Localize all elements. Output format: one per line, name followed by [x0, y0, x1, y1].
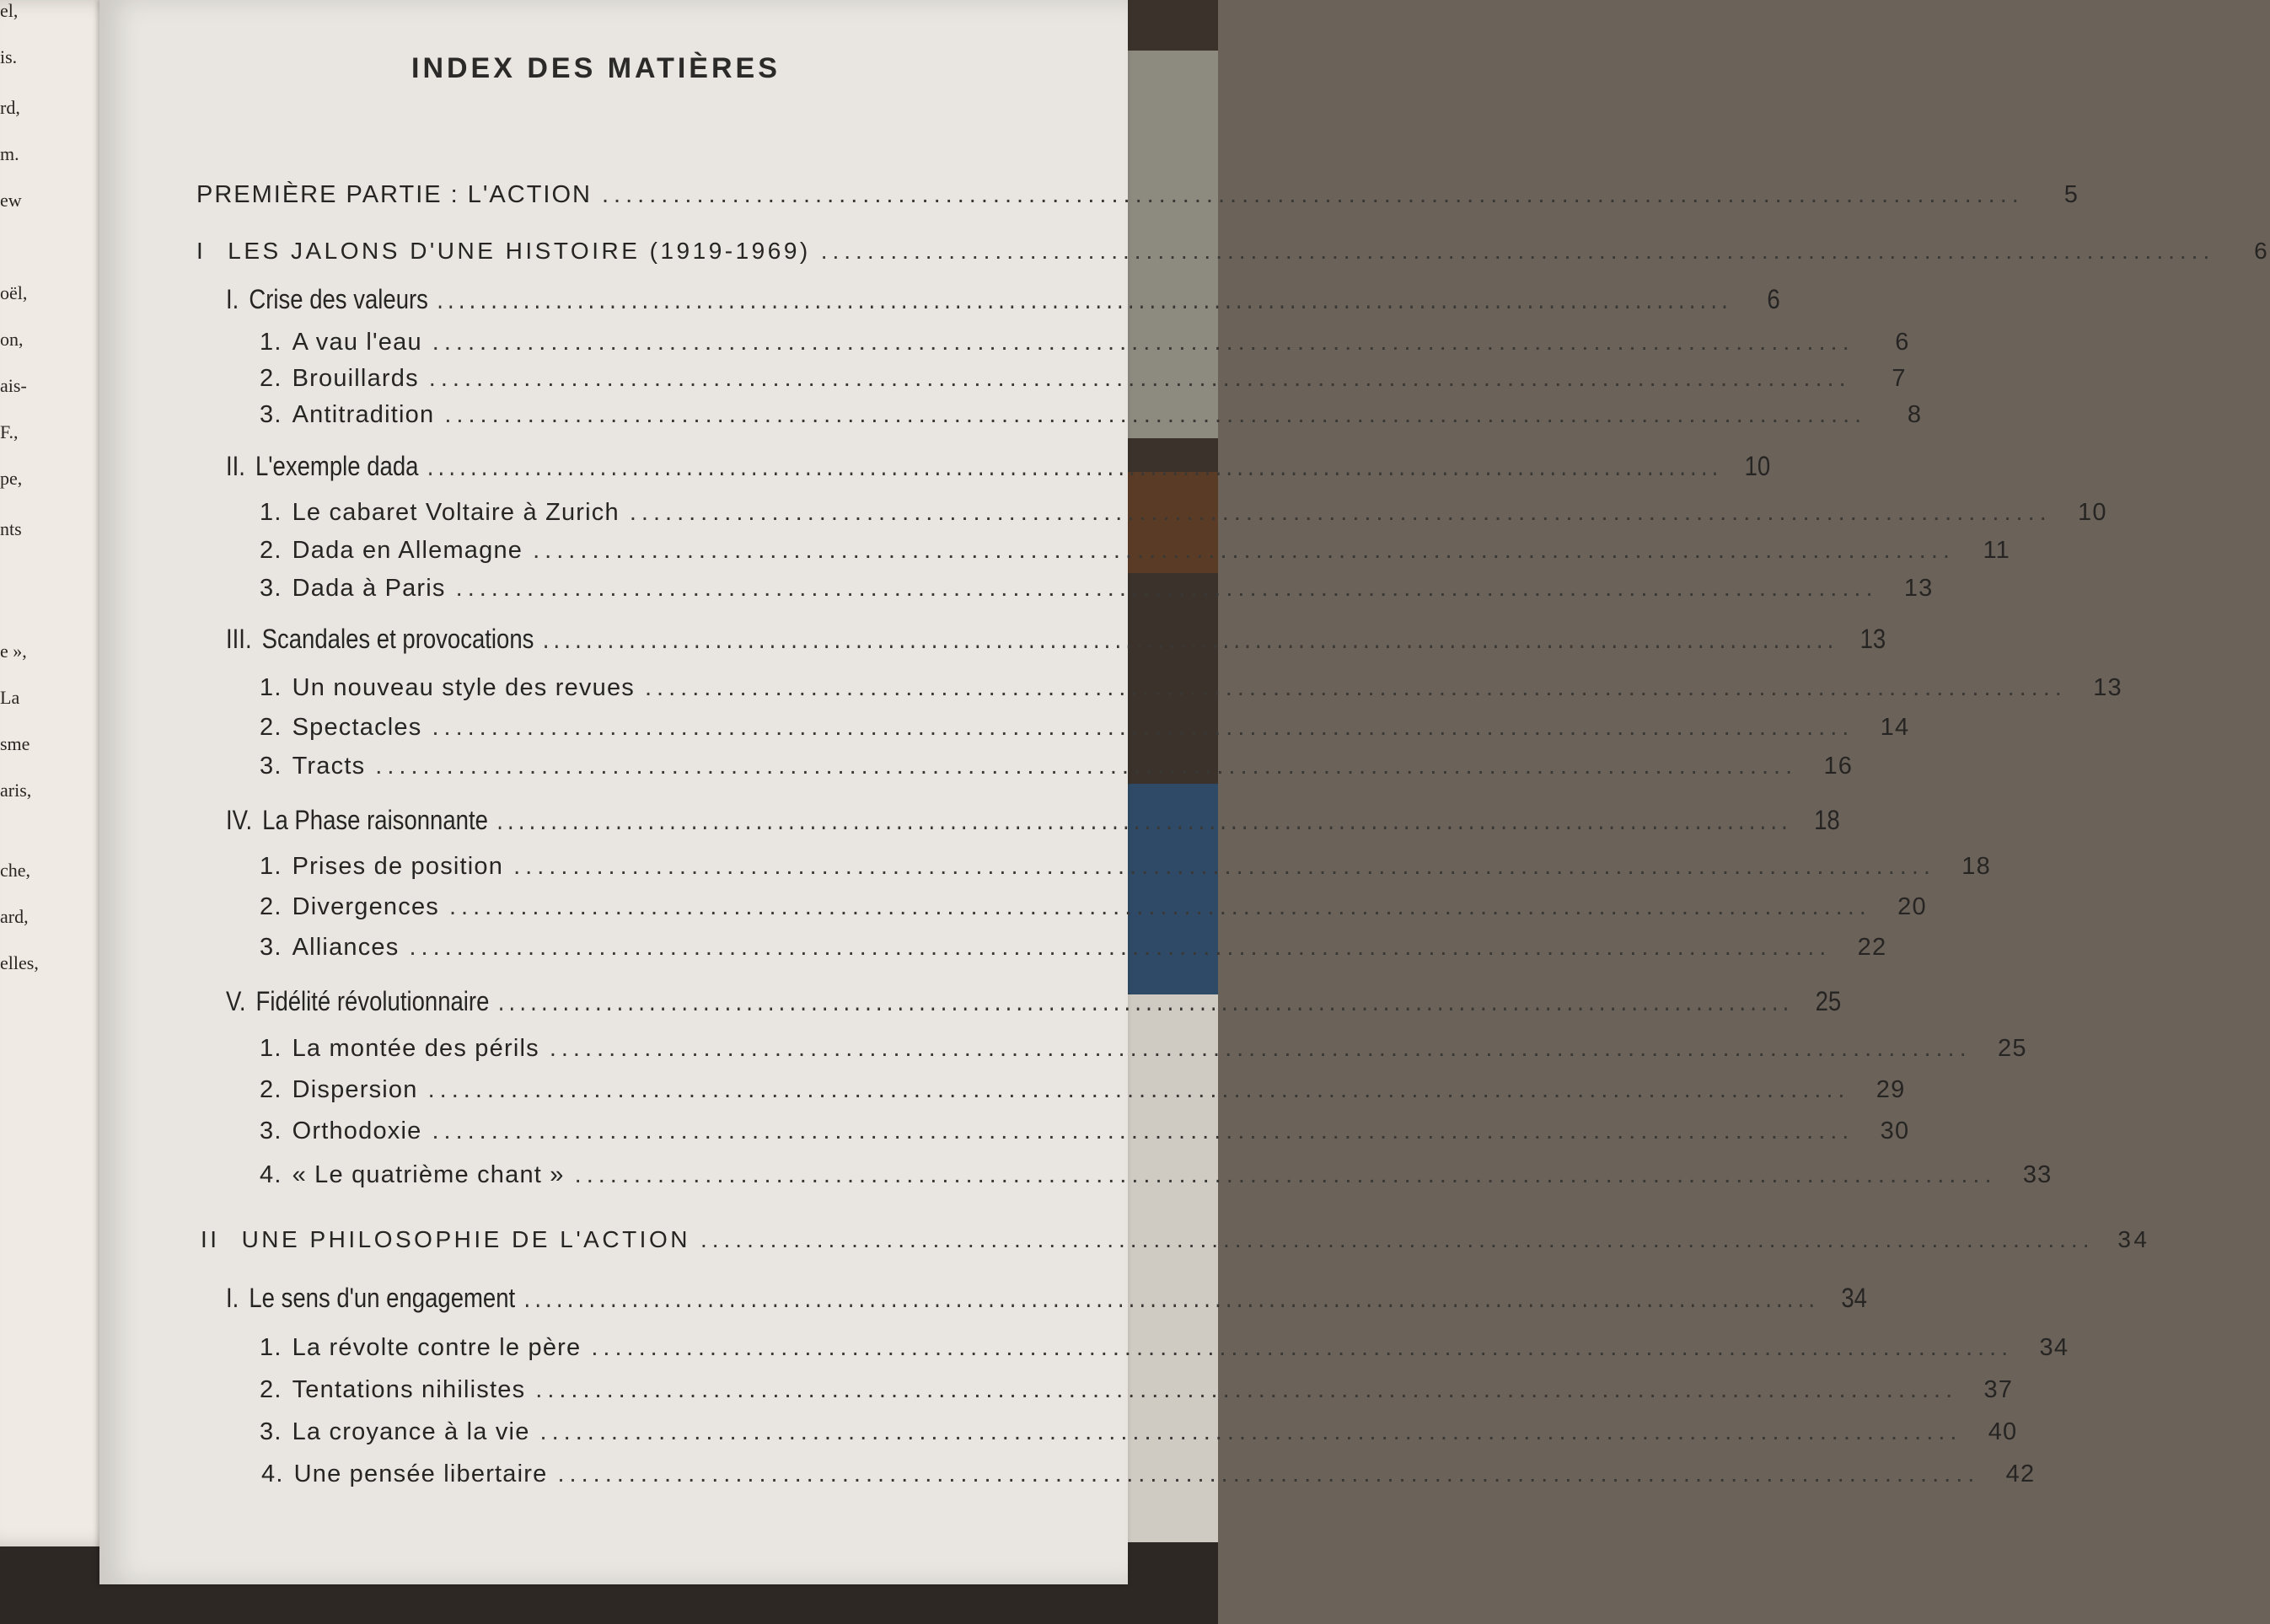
toc-entry-title: A vau l'eau	[292, 329, 422, 356]
toc-entry-title: « Le quatrième chant »	[292, 1161, 565, 1188]
toc-entry-number: I	[196, 238, 207, 264]
toc-entry-title: Dada en Allemagne	[292, 537, 523, 564]
toc-entry-number: II	[201, 1226, 220, 1252]
toc-page-number: 10	[1744, 451, 1771, 481]
left-page-text-fragment: La	[0, 687, 20, 708]
toc-page-number: 42	[2005, 1461, 2036, 1487]
toc-entry-title: Tentations nihilistes	[292, 1376, 526, 1403]
toc-page-number: 34	[2039, 1334, 2069, 1361]
left-page-text-fragment: aris,	[0, 780, 32, 801]
toc-entry-number: 1.	[260, 1334, 282, 1361]
toc-entry	[260, 537, 2010, 565]
toc-entry	[260, 329, 1910, 356]
toc-page-number: 14	[1880, 714, 1910, 741]
left-page-text-fragment: elles,	[0, 952, 39, 973]
toc-leader-dots: ........................................................................................................................	[428, 365, 1851, 392]
toc-entry-title: Crise des valeurs	[249, 284, 428, 314]
toc-entry-title: Antitradition	[292, 401, 435, 428]
toc-entry-title: Une pensée libertaire	[293, 1461, 548, 1487]
toc-entry-number: 3.	[260, 401, 282, 428]
toc-entry-number: 2.	[260, 537, 282, 564]
toc-entry	[260, 1376, 2014, 1404]
toc-page-number: 13	[1903, 575, 1934, 602]
toc-entry	[260, 1076, 1906, 1104]
toc-leader-dots: ........................................................................................................................	[437, 284, 1732, 314]
left-page-text-fragment: ew	[0, 190, 22, 211]
toc-page-number: 6	[1895, 329, 1910, 356]
toc-page-number: 13	[2093, 674, 2122, 701]
toc-entry-number: 3.	[260, 575, 282, 602]
left-page-text-fragment: pe,	[0, 468, 23, 489]
toc-page-number: 18	[1814, 805, 1840, 835]
toc-leader-dots: ........................................................................................................................	[513, 853, 1935, 880]
toc-page-number: 11	[1983, 537, 2010, 564]
toc-page-number: 29	[1876, 1076, 1906, 1103]
toc-entry-number: 3.	[260, 1118, 282, 1144]
index-page	[99, 0, 2270, 1584]
toc-entry-title: Le sens d'un engagement	[249, 1283, 516, 1313]
toc-leader-dots: ........................................................................................................................	[629, 499, 2052, 526]
toc-entry-title: Brouillards	[292, 365, 419, 392]
toc-entry	[260, 1161, 2053, 1189]
toc-leader-dots: ........................................................................................................................	[533, 537, 1955, 564]
toc-entry-number: I.	[226, 1283, 239, 1313]
toc-entry	[226, 451, 1771, 482]
toc-page-number: 37	[1983, 1376, 2014, 1403]
toc-entry-number: 3.	[260, 1418, 282, 1445]
toc-leader-dots: ........................................................................................................................	[427, 1076, 1850, 1103]
toc-entry-number: 2.	[260, 1076, 282, 1103]
left-page-text-fragment: e »,	[0, 640, 27, 662]
toc-entry-title: Le cabaret Voltaire à Zurich	[292, 499, 620, 526]
toc-entry-number: 2.	[260, 893, 282, 920]
toc-entry	[260, 575, 1934, 603]
toc-page-number: 34	[2117, 1226, 2150, 1252]
left-page-text-fragment: nts	[0, 518, 22, 539]
toc-leader-dots: ........................................................................................................................	[448, 893, 1871, 920]
toc-page-number: 18	[1961, 853, 1991, 880]
toc-entry-number: I.	[226, 284, 239, 314]
toc-entry	[260, 1334, 2069, 1362]
toc-leader-dots: ........................................................................................................................	[542, 624, 1838, 654]
toc-entry	[196, 181, 2079, 209]
toc-entry-title: PREMIÈRE PARTIE : L'ACTION	[196, 181, 592, 208]
toc-entry	[226, 1283, 1867, 1314]
toc-entry	[260, 1118, 1910, 1145]
toc-page-number: 34	[1841, 1283, 1867, 1313]
toc-page-number: 8	[1907, 401, 1923, 428]
toc-entry	[260, 753, 1854, 780]
toc-leader-dots: ........................................................................................................................	[444, 401, 1867, 428]
toc-leader-dots: ........................................................................................................................	[497, 986, 1794, 1016]
toc-leader-dots: ........................................................................................................................	[557, 1461, 1980, 1487]
toc-entry-title: Alliances	[292, 934, 400, 961]
toc-entry-title: La Phase raisonnante	[262, 805, 488, 835]
toc-leader-dots: ........................................................................................................................	[432, 714, 1854, 741]
toc-leader-dots: ........................................................................................................................	[455, 575, 1878, 602]
toc-entry-number: 3.	[260, 934, 282, 961]
left-page-text-fragment: is.	[0, 46, 18, 67]
toc-leader-dots: ........................................................................................................................	[700, 1226, 2095, 1252]
toc-leader-dots: ........................................................................................................................	[375, 753, 1798, 780]
toc-page-number: 40	[1988, 1418, 2018, 1445]
toc-entry	[226, 805, 1840, 836]
toc-entry	[260, 499, 2107, 527]
toc-leader-dots: ........................................................................................................................	[432, 329, 1854, 356]
toc-entry	[226, 986, 1842, 1017]
toc-page-number: 10	[2078, 499, 2107, 526]
toc-leader-dots: ........................................................................................................................	[549, 1035, 1972, 1062]
toc-entry	[226, 624, 1886, 655]
toc-leader-dots: ........................................................................................................................	[602, 181, 2024, 208]
left-page-text-fragment: m.	[0, 143, 19, 164]
toc-page-number: 20	[1897, 893, 1927, 920]
toc-entry-number: 1.	[260, 853, 282, 880]
toc-entry-number: 2.	[260, 714, 282, 741]
left-page-text-fragment: el,	[0, 0, 19, 21]
toc-page-number: 25	[1815, 986, 1842, 1016]
toc-entry-number: 4.	[260, 1161, 282, 1188]
toc-entry-title: Spectacles	[292, 714, 422, 741]
toc-entry-title: UNE PHILOSOPHIE DE L'ACTION	[241, 1226, 690, 1252]
toc-leader-dots: ........................................................................................................................	[496, 805, 1792, 835]
toc-leader-dots: ........................................................................................................................	[645, 674, 2067, 701]
toc-entry-title: Un nouveau style des revues	[292, 674, 635, 701]
toc-entry-title: La croyance à la vie	[292, 1418, 530, 1445]
toc-entry-number: 2.	[260, 365, 282, 392]
toc-leader-dots: ........................................................................................................................	[523, 1283, 1820, 1313]
toc-entry-number: 1.	[260, 674, 282, 701]
toc-entry-title: Prises de position	[292, 853, 504, 880]
toc-entry	[226, 284, 1780, 315]
toc-entry	[260, 365, 1907, 393]
toc-entry-number: III.	[226, 624, 252, 654]
toc-entry-title: L'exemple dada	[255, 451, 419, 481]
toc-entry	[201, 1226, 2150, 1253]
toc-leader-dots: ........................................................................................................................	[535, 1376, 1958, 1403]
toc-page-number: 22	[1857, 934, 1887, 961]
toc-leader-dots: ........................................................................................................................	[591, 1334, 2014, 1361]
left-page-text-fragment: rd,	[0, 97, 20, 118]
left-page-text-fragment: ais-	[0, 375, 27, 396]
toc-page-number: 16	[1823, 753, 1854, 780]
left-page-text-fragment: on,	[0, 329, 24, 350]
toc-entry-title: Divergences	[292, 893, 439, 920]
toc-entry-number: 1.	[260, 499, 282, 526]
toc-leader-dots: ........................................................................................................................	[409, 934, 1832, 961]
toc-page-number: 25	[1998, 1035, 2027, 1062]
toc-leader-dots: ........................................................................................................................	[539, 1418, 1962, 1445]
toc-page-number: 5	[2063, 181, 2079, 208]
toc-page-number: 6	[1767, 284, 1780, 314]
toc-entry	[260, 893, 1927, 921]
toc-entry-number: 3.	[260, 753, 282, 780]
toc-entry-title: Scandales et provocations	[261, 624, 534, 654]
toc-entry	[196, 238, 2270, 265]
toc-page-number: 13	[1859, 624, 1886, 654]
page-title: INDEX DES MATIÈRES	[411, 52, 781, 84]
left-page-text-fragment: F.,	[0, 421, 19, 442]
toc-leader-dots: ........................................................................................................................	[820, 238, 2215, 264]
toc-page-number: 7	[1892, 365, 1907, 392]
toc-entry	[260, 934, 1887, 962]
toc-entry-title: La montée des périls	[292, 1035, 539, 1062]
toc-entry-title: Dada à Paris	[292, 575, 446, 602]
toc-page-number: 30	[1880, 1118, 1910, 1144]
toc-entry-title: Fidélité révolutionnaire	[255, 986, 490, 1016]
left-page-text-fragment: che,	[0, 860, 31, 881]
toc-entry	[260, 1035, 2027, 1063]
toc-entry	[260, 401, 1923, 429]
toc-entry-number: V.	[226, 986, 246, 1016]
toc-entry-number: 2.	[260, 1376, 282, 1403]
toc-leader-dots: ........................................................................................................................	[574, 1161, 1997, 1188]
toc-entry-title: Tracts	[292, 753, 366, 780]
toc-leader-dots: ........................................................................................................................	[427, 451, 1723, 481]
toc-entry-title: LES JALONS D'UNE HISTOIRE (1919-1969)	[228, 238, 811, 264]
left-page-text-fragment: ard,	[0, 906, 29, 927]
toc-entry-number: IV.	[226, 805, 253, 835]
toc-entry	[260, 714, 1910, 742]
toc-entry	[260, 853, 1991, 881]
toc-page-number: 33	[2022, 1161, 2053, 1188]
toc-page-number: 6	[2254, 238, 2270, 264]
left-page-text-fragment: sme	[0, 733, 30, 754]
toc-entry	[260, 1418, 2018, 1446]
toc-entry-number: 4.	[261, 1461, 284, 1487]
toc-leader-dots: ........................................................................................................................	[432, 1118, 1854, 1144]
toc-entry-title: Dispersion	[292, 1076, 418, 1103]
toc-entry-number: 1.	[260, 1035, 282, 1062]
toc-entry	[260, 674, 2122, 702]
toc-entry-title: Orthodoxie	[292, 1118, 422, 1144]
toc-entry-title: La révolte contre le père	[292, 1334, 582, 1361]
toc-entry	[261, 1461, 2036, 1488]
toc-entry-number: II.	[226, 451, 245, 481]
left-page-text-fragment: oël,	[0, 282, 28, 303]
toc-entry-number: 1.	[260, 329, 282, 356]
